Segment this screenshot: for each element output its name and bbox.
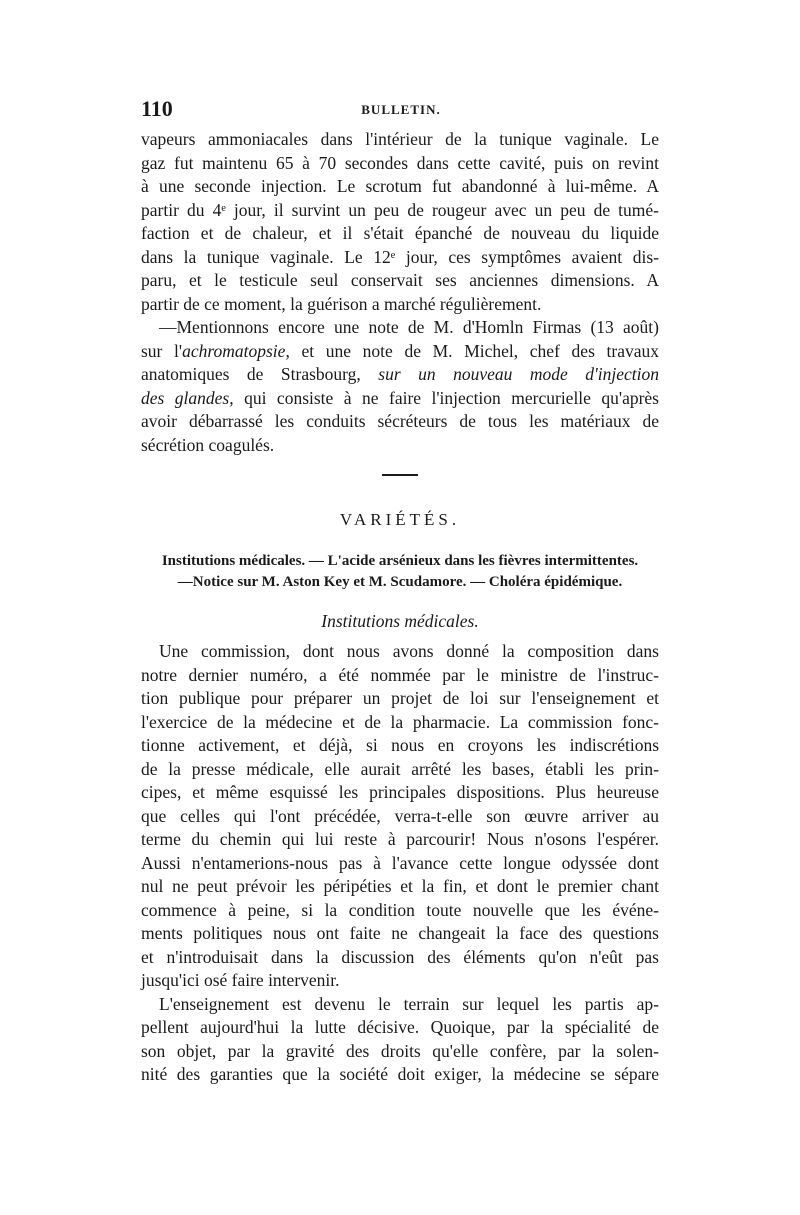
text-line: anatomiques de Strasbourg, sur un nouveau mode d'injection [141,364,659,384]
text-line: dans la tunique vaginale. Le 12ᵉ jour, ces symptômes avaient dis- [141,246,659,267]
paragraph-enseignement [141,993,659,1087]
text-line: faction et de chaleur, et il s'était épanché de nouveau du liquide [141,223,659,243]
text-line: Une commission, dont nous avons donné la composition dans [159,641,659,661]
text-line: et n'introduisait dans la discussion des éléments qu'on n'eût pas [141,946,659,967]
text-line: partir de ce moment, la guérison a marché régulièrement. [141,293,542,314]
page-body [141,128,659,1087]
text-line: à une seconde injection. Le scrotum fut abandonné à lui-même. A [141,176,659,196]
summary-line: Institutions médicales. — L'acide arsénieux dans les fièvres intermittentes. [161,553,639,569]
italic-term: achromatopsie [182,340,286,361]
text-line: paru, et le testicule seul conservait ses anciennes dimensions. A [141,270,659,290]
text-line: vapeurs ammoniacales dans l'intérieur de la tunique vaginale. Le [141,129,659,149]
text-line: gaz fut maintenu 65 à 70 secondes dans cette cavité, puis on revint [141,152,659,173]
text-line: nul ne peut prévoir les péripéties et la fin, et dont le premier chant [141,876,659,896]
page-number: 110 [141,96,173,121]
text-line: commence à peine, si la condition toute nouvelle que les événe- [141,899,659,920]
section-title: VARIÉTÉS. [339,510,461,529]
text-line: l'exercice de la médecine et de la pharmacie. La commission fonc- [141,711,659,732]
text-line: ments politiques nous ont faite ne changeait la face des questions [141,923,659,943]
page-header [141,96,661,126]
text-line: son objet, par la gravité des droits qu'elle confère, par la solen- [141,1040,659,1061]
summary-line: —Notice sur M. Aston Key et M. Scudamore. — Choléra épidémique. [177,574,623,590]
text-line: de la presse médicale, elle aurait arrêté les bases, établi les prin- [141,758,659,779]
text-line: avoir débarrassé les conduits sécréteurs de tous les matériaux de [141,411,659,431]
text-line: notre dernier numéro, a été nommée par le ministre de l'instruc- [141,664,659,685]
text-line: cipes, et même esquissé les principales dispositions. Plus heureuse [141,782,659,802]
text-line: pellent aujourd'hui la lutte décisive. Quoique, par la spécialité de [141,1017,659,1037]
text-line: jusqu'ici osé faire intervenir. [141,970,340,990]
text-line: L'enseignement est devenu le terrain sur lequel les partis ap- [159,993,659,1014]
text-line: que celles qui l'ont précédée, verra-t-elle son œuvre arriver au [141,805,659,826]
text-line: partir du 4ᵉ jour, il survint un peu de rougeur avec un peu de tumé- [141,199,659,220]
text-line: Aussi n'entamerions-nous pas à l'avance cette longue odyssée dont [141,852,659,873]
subheading: Institutions médicales. [321,611,479,631]
separator-rule [382,474,418,476]
text-line: des glandes, qui consiste à ne faire l'injection mercurielle qu'après [141,387,659,408]
text-line: tion publique pour préparer un projet de loi sur l'enseignement et [141,688,659,708]
paragraph-mentions [141,316,659,457]
text-line: tionne activement, et déjà, si nous en croyons les indiscrétions [141,735,659,755]
text-line: —Mentionnons encore une note de M. d'Homln Firmas (13 août) [159,317,659,337]
text-line: sur l'achromatopsie, et une note de M. Michel, chef des travaux [141,340,659,361]
italic-title: des glandes, [141,387,234,408]
paragraph-commission [141,640,659,993]
text-line: sécrétion coagulés. [141,434,275,455]
italic-title: sur un nouveau mode d'injection [378,364,659,384]
section-summary [141,551,659,593]
running-head: BULLETIN. [361,102,441,117]
paragraph-case-report [141,128,659,316]
text-line: nité des garanties que la société doit exiger, la médecine se sépare [141,1064,659,1084]
text-line: terme du chemin qui lui reste à parcourir! Nous n'osons l'espérer. [141,829,659,849]
